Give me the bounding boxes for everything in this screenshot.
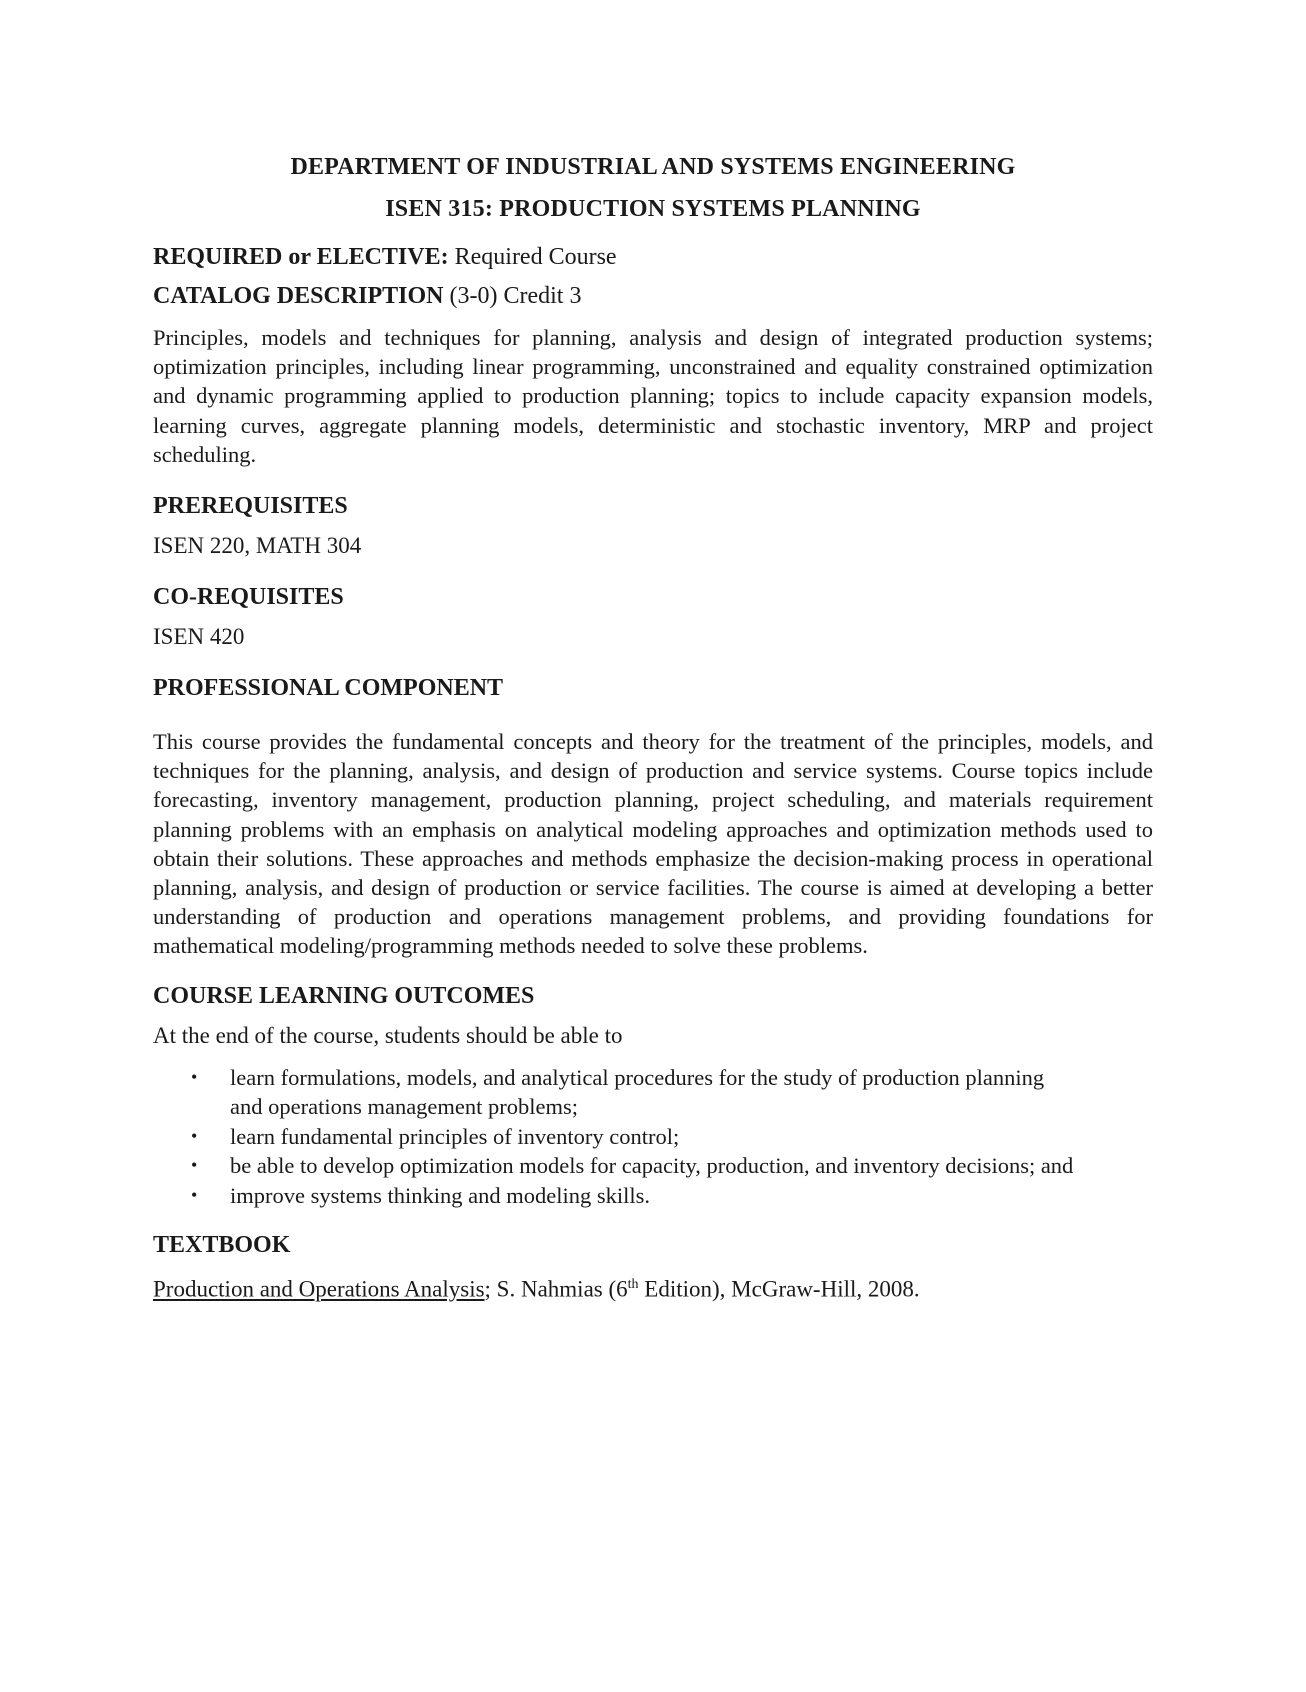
catalog-description-label: CATALOG DESCRIPTION [153, 283, 444, 309]
bullet-icon: • [191, 1155, 198, 1176]
list-item [153, 1063, 1153, 1122]
outcome-text: be able to develop optimization models for capacity, production, and inventory decisions; and [230, 1153, 1074, 1179]
outcome-text: improve systems thinking and modeling skills. [230, 1182, 650, 1208]
textbook-publisher: Edition), McGraw-Hill, 2008. [638, 1276, 920, 1302]
professional-component-title: PROFESSIONAL COMPONENT [153, 675, 504, 702]
catalog-description-text: Principles, models and techniques for planning, analysis and design of integrated production systems; optimization principles, including linear programming, unconstrained and equality constrained optimization and dynamic programming applied to production planning; topics to include capacity expansion models, learning curves, aggregate planning models, deterministic and stochastic inventory, MRP and project scheduling. [153, 325, 1153, 467]
outcome-text: learn formulations, models, and analytical procedures for the study of production planning and operations management problems; [230, 1064, 1045, 1120]
catalog-description-line [153, 281, 1153, 311]
textbook-author: ; S. Nahmias (6 [484, 1276, 628, 1302]
learning-outcomes-list [153, 1063, 1153, 1211]
department-heading: DEPARTMENT OF INDUSTRIAL AND SYSTEMS ENGINEERING [290, 154, 1016, 180]
bullet-icon: • [191, 1125, 198, 1146]
course-heading: ISEN 315: PRODUCTION SYSTEMS PLANNING [385, 196, 921, 222]
prerequisites-value: ISEN 220, MATH 304 [153, 533, 362, 559]
list-item [153, 1181, 1153, 1211]
corequisites-title: CO-REQUISITES [153, 584, 344, 611]
bullet-icon: • [191, 1066, 198, 1087]
textbook-edition-suffix: th [627, 1277, 639, 1293]
syllabus-page [153, 152, 1153, 1305]
bullet-icon: • [191, 1184, 198, 1205]
prerequisites-title: PREREQUISITES [153, 493, 348, 520]
required-elective-label: REQUIRED or ELECTIVE: [153, 244, 449, 270]
corequisites-value: ISEN 420 [153, 624, 245, 650]
learning-outcomes-intro: At the end of the course, students should be able to [153, 1022, 623, 1048]
professional-component-text: This course provides the fundamental concepts and theory for the treatment of the principles, models, and techniques for the planning, analysis, and design of production and service systems. Course topics include forecasting, inventory management, production planning, project scheduling, and materials requirement planning problems with an emphasis on analytical modeling approaches and optimization methods used to obtain their solutions. These approaches and methods emphasize the decision-making process in operational planning, analysis, and design of production or service facilities. The course is aimed at developing a better understanding of production and operations management problems, and providing foundations for mathematical modeling/programming methods needed to solve these problems. [153, 729, 1153, 959]
list-item [153, 1151, 1153, 1181]
textbook-title: TEXTBOOK [153, 1232, 291, 1259]
learning-outcomes-title: COURSE LEARNING OUTCOMES [153, 982, 535, 1009]
catalog-hours: (3-0) Credit 3 [449, 283, 582, 309]
textbook-book-title: Production and Operations Analysis [153, 1276, 485, 1302]
required-elective-line [153, 242, 1153, 272]
outcome-text: learn fundamental principles of inventory control; [230, 1123, 680, 1149]
required-elective-value: Required Course [454, 244, 617, 270]
list-item [153, 1122, 1153, 1152]
textbook-citation [153, 1270, 1153, 1305]
